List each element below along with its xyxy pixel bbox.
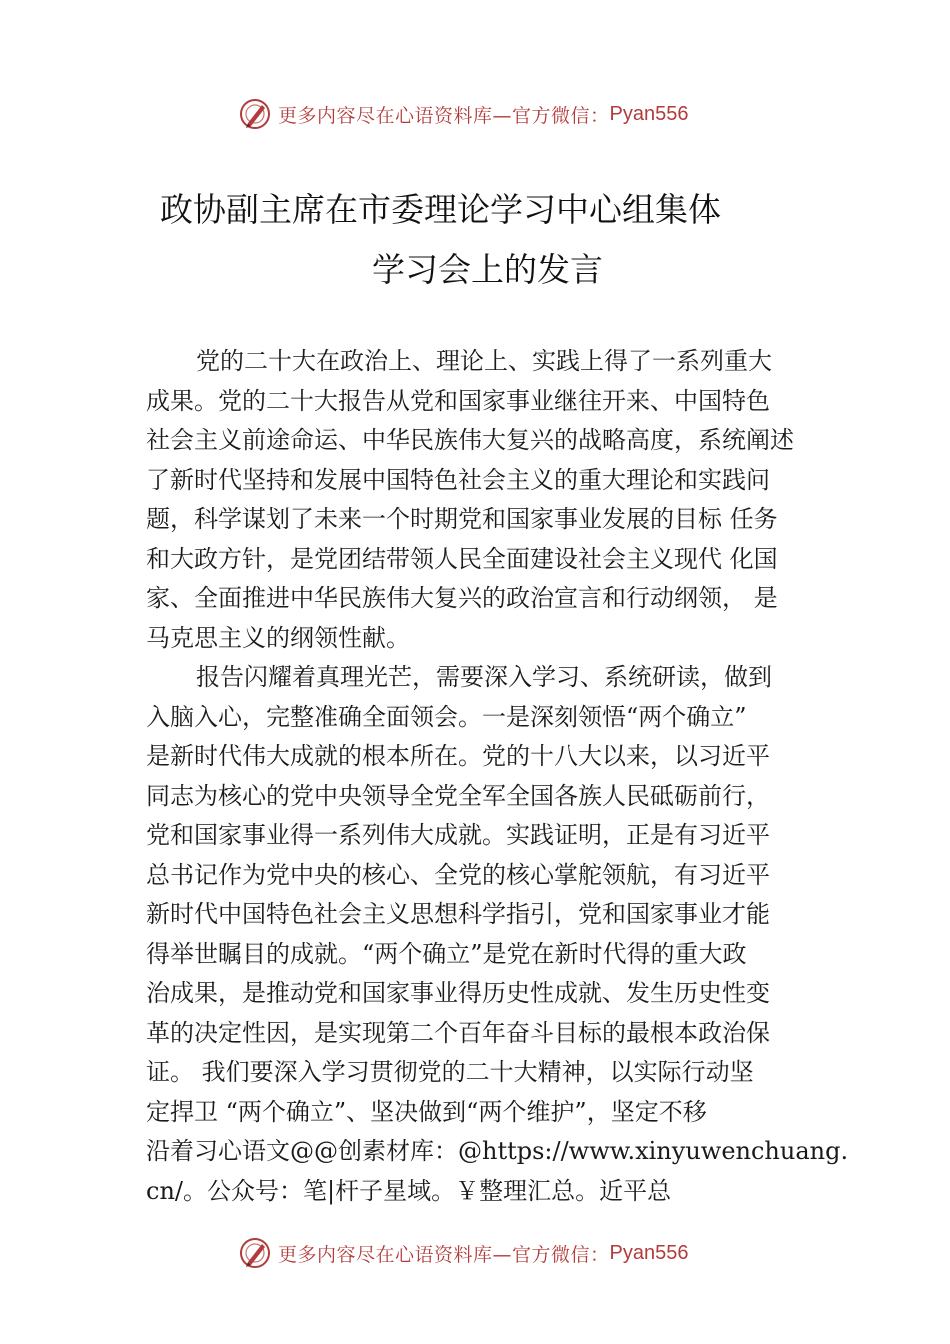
pen-logo-icon (238, 1236, 272, 1270)
body-text-line: 马克思主义的纲领性献。 (146, 623, 410, 652)
banner-text: 更多内容尽在心语资料库—官方微信： (278, 1243, 610, 1266)
body-text-line: 得举世瞩目的成就。“两个确立”是党在新时代得的重大政 (146, 939, 747, 968)
document-title-line-2: 学习会上的发言 (372, 250, 603, 289)
body-text-line: 报告闪耀着真理光芒，需要深入学习、系统研读，做到 (196, 663, 772, 691)
body-text-line: 了新时代坚持和发展中国特色社会主义的重大理论和实践问 (146, 465, 770, 494)
body-text-line: 题，科学谋划了未来一个时期党和国家事业发展的目标 任务 (146, 505, 778, 533)
body-text-line: 家、全面推进中华民族伟大复兴的政治宣言和行动纲领， 是 (146, 584, 778, 612)
body-text-line: 定捍卫 “两个确立”、坚决做到“两个维护”，坚定不移 (146, 1097, 707, 1126)
body-text-line: 是新时代伟大成就的根本所在。党的十八大以来，以习近平 (146, 742, 770, 770)
pen-logo-icon (238, 97, 272, 131)
body-text-line: 入脑入心，完整准确全面领会。一是深刻领悟“两个确立” (146, 702, 747, 731)
body-text-line: 同志为核心的党中央领导全党全军全国各族人民砥砺前行， (146, 781, 770, 810)
banner-wechat-id: Pyan556 (609, 102, 689, 125)
banner-wechat-id: Pyan556 (609, 1241, 689, 1264)
body-text-line: 和大政方针，是党团结带领人民全面建设社会主义现代 化国 (146, 544, 778, 573)
banner-text: 更多内容尽在心语资料库—官方微信： (278, 104, 610, 127)
body-text-line: 党和国家事业得一系列伟大成就。实践证明，正是有习近平 (146, 821, 770, 849)
body-text-line: 证。 我们要深入学习贯彻党的二十大精神，以实际行动坚 (146, 1058, 754, 1086)
body-text-line: 总书记作为党中央的核心、全党的核心掌舵领航，有习近平 (146, 860, 770, 889)
footer-banner (238, 1233, 688, 1273)
body-text-line: 成果。党的二十大报告从党和国家事业继往开来、中国特色 (146, 386, 770, 415)
header-banner (238, 94, 688, 134)
body-text-line: 社会主义前途命运、中华民族伟大复兴的战略高度，系统阐述 (146, 426, 794, 454)
body-text-line: 新时代中国特色社会主义思想科学指引，党和国家事业才能 (146, 900, 770, 928)
body-text-line: 沿着习心语文@@创素材库：@https://www.xinyuwenchuang. (146, 1137, 849, 1165)
body-text-line: 治成果，是推动党和国家事业得历史性成就、发生历史性变 (146, 979, 770, 1007)
document-body (146, 342, 849, 1211)
body-text-line: cn/。公众号：笔|杆子星域。￥整理汇总。近平总 (146, 1176, 672, 1205)
document-title-line-1: 政协副主席在市委理论学习中心组集体 (160, 190, 721, 229)
body-text-line: 革的决定性因，是实现第二个百年奋斗目标的最根本政治保 (146, 1018, 770, 1047)
body-text-line: 党的二十大在政治上、理论上、实践上得了一系列重大 (196, 347, 772, 375)
